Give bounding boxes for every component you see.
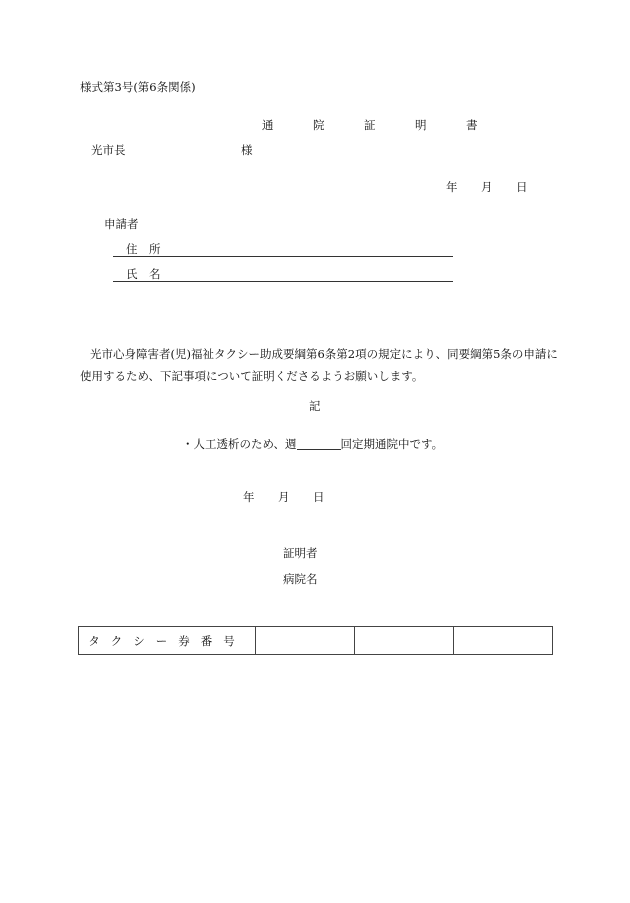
date-top-day: 日 [516,180,528,194]
hospital-name-label: 病院名 [283,572,318,586]
ki-heading: 記 [309,399,321,413]
address-label: 住 所 [126,242,161,256]
address-line[interactable] [113,256,453,257]
times-per-week-blank[interactable] [297,437,341,450]
certifier-label: 証明者 [283,546,318,560]
dialysis-item [182,437,443,451]
date-top-year: 年 [446,180,458,194]
form-number: 様式第3号(第6条関係) [80,80,196,94]
applicant-heading: 申請者 [104,217,139,231]
ticket-number-cell-3[interactable] [454,627,553,655]
addressee-name: 光市長 [91,143,126,157]
request-body-text: 光市心身障害者(児)福祉タクシー助成要綱第6条第2項の規定により、同要綱第5条の申請に使用するため、下記事項について証明くださるようお願いします。 [80,347,558,383]
name-label: 氏 名 [126,267,161,281]
dialysis-item-suffix: 回定期通院中です。 [340,437,444,451]
date-top-month: 月 [481,180,493,194]
name-line[interactable] [113,281,453,282]
date-bottom-year: 年 [243,490,255,504]
ticket-number-cell-2[interactable] [355,627,454,655]
taxi-ticket-table [78,626,553,655]
date-bottom-day: 日 [313,490,325,504]
ticket-number-cell-1[interactable] [256,627,355,655]
addressee-honorific: 様 [241,143,253,157]
document-title: 通 院 証 明 書 [262,118,492,132]
dialysis-item-prefix: ・人工透析のため、週 [182,437,297,451]
taxi-ticket-number-label: タクシー券番号 [79,627,256,655]
date-bottom-month: 月 [278,490,290,504]
table-row [79,627,553,655]
